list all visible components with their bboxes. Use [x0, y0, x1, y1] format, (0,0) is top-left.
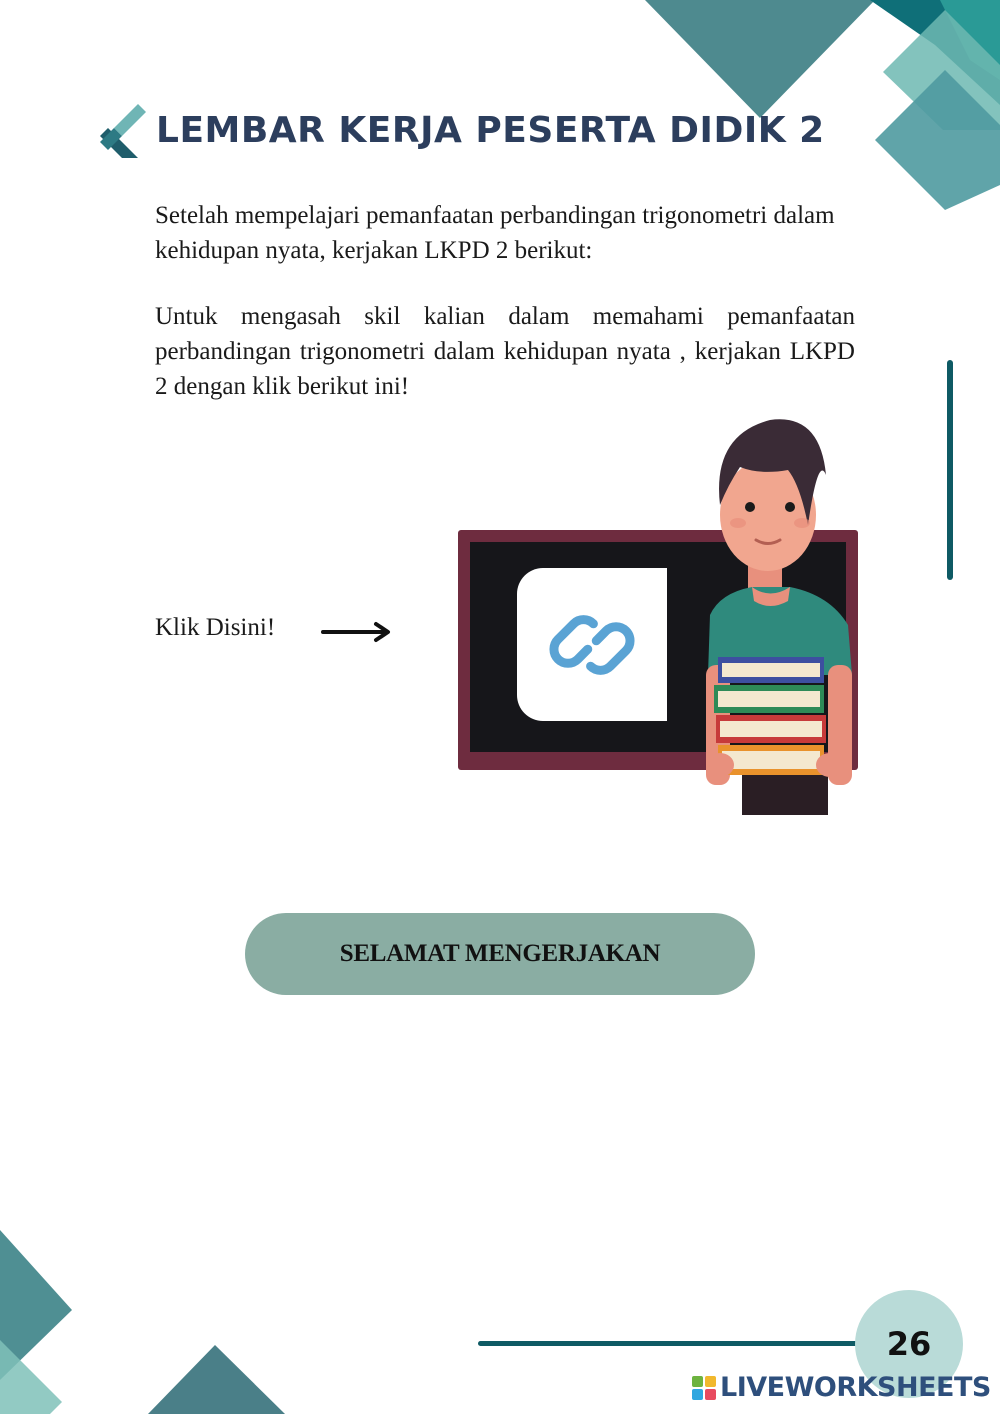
- footer-accent-line: [478, 1341, 868, 1346]
- corner-decoration-bottom-left: [0, 1230, 300, 1414]
- page-header: [98, 100, 825, 160]
- side-accent-line: [947, 360, 953, 580]
- link-button[interactable]: [517, 568, 667, 721]
- selamat-mengerjakan-banner: SELAMAT MENGERJAKAN: [245, 913, 755, 995]
- liveworksheets-logo: [692, 1372, 991, 1403]
- chevron-left-icon: [98, 102, 146, 158]
- intro-paragraph: Setelah mempelajari pemanfaatan perbandingan trigonometri dalam kehidupan nyata, kerjakan LKPD 2 berikut:: [155, 202, 835, 264]
- click-here-label: Klik Disini!: [155, 614, 276, 641]
- link-icon: [542, 595, 642, 695]
- instruction-paragraph: Untuk mengasah skil kalian dalam memahami pemanfaatan perbandingan trigonometri dalam kehidupan nyata , kerjakan LKPD 2 dengan klik berikut ini!: [155, 303, 855, 400]
- liveworksheets-logo-icon: [692, 1376, 716, 1400]
- arrow-right-icon: [320, 620, 394, 644]
- brand-name: LIVEWORKSHEETS: [720, 1372, 991, 1403]
- page-title: LEMBAR KERJA PESERTA DIDIK 2: [156, 109, 825, 151]
- page-number: 26: [855, 1290, 963, 1398]
- student-illustration: [690, 415, 860, 815]
